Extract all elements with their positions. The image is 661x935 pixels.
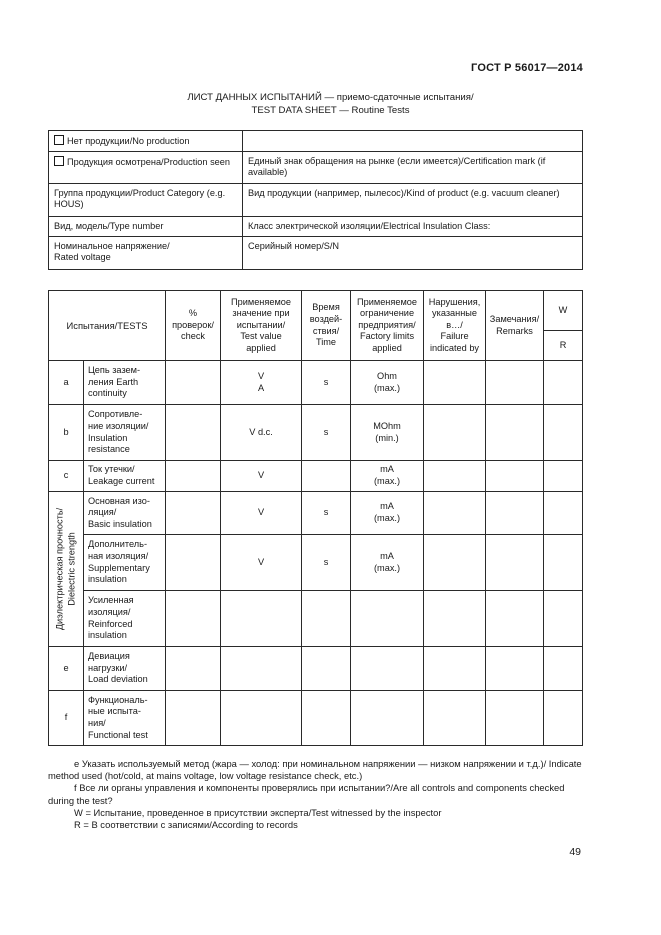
empty-cell [243,131,583,152]
row-percent-cell[interactable] [166,461,221,492]
dielectric-label-en: Dielectric strength [66,532,76,606]
table-row [49,647,583,691]
table-row [49,361,583,405]
row-remarks-cell[interactable] [486,647,544,691]
standard-header: ГОСТ Р 56017—2014 [471,62,583,74]
rated-voltage-ru: Номинальное напряжение/ [54,240,170,251]
rated-voltage-en: Rated voltage [54,252,111,263]
row-percent-cell[interactable] [166,361,221,405]
row-wr-cell[interactable] [544,492,583,535]
row-failure-cell[interactable] [424,535,486,591]
dielectric-label-ru: Диэлектрическая прочность/ [54,507,65,631]
row-percent-cell[interactable] [166,492,221,535]
row-test-name: Девиация нагрузки/ Load deviation [84,647,166,691]
table-row [49,535,583,591]
footnotes [48,758,582,831]
footnote-r: R = В соответствии с записями/According to records [74,819,298,831]
row-test-name: Ток утечки/ Leakage current [84,461,166,492]
table-row [49,461,583,492]
footnote-f: f Все ли органы управления и компоненты проверялись при испытании?/Are all controls and components checked during the test? [48,782,565,806]
row-letter: b [49,405,84,461]
sheet-title [0,92,661,117]
row-factory-limits: MOhm (min.) [351,405,424,461]
kind-of-product-field: Вид продукции (например, пылесос)/Kind of product (e.g. vacuum cleaner) [243,183,583,216]
serial-number-field: Серийный номер/S/N [243,236,583,269]
row-remarks-cell[interactable] [486,361,544,405]
header-tests: Испытания/TESTS [49,291,166,361]
row-test-name: Усиленная изоляция/ Reinforced insulation [84,591,166,647]
row-test-value: V A [221,361,302,405]
row-failure-cell[interactable] [424,361,486,405]
row-test-value: V [221,535,302,591]
dielectric-strength-label [49,492,84,647]
row-test-name: Функциональ- ные испыта- ния/ Functional test [84,691,166,746]
row-factory-limits[interactable] [351,591,424,647]
sheet-title-ru: ЛИСТ ДАННЫХ ИСПЫТАНИЙ — приемо-сдаточные испытания/ [187,92,474,103]
row-remarks-cell[interactable] [486,691,544,746]
row-letter: f [49,691,84,746]
row-time: s [302,535,351,591]
header-test-value: Применяемое значение при испытании/ Test value applied [221,291,302,361]
certification-mark-field: Единый знак обращения на рынке (если имеется)/Certification mark (if available) [243,151,583,183]
row-percent-cell[interactable] [166,647,221,691]
insulation-class-field: Класс электрической изоляции/Electrical Insulation Class: [243,216,583,236]
row-factory-limits[interactable] [351,647,424,691]
product-seen-label: Продукция осмотрена/Production seen [67,156,231,167]
footnote-e: е Указать используемый метод (жара — холод: при номинальном напряжении — низком напряжении и т.д.)/ Indicate method used (hot/cold, at mains voltage, low voltage resistance check, etc.) [48,758,582,782]
row-test-value: V [221,492,302,535]
row-failure-cell[interactable] [424,405,486,461]
row-failure-cell[interactable] [424,492,486,535]
row-time: s [302,405,351,461]
row-failure-cell[interactable] [424,691,486,746]
product-seen-checkbox[interactable] [54,156,64,166]
no-production-cell [49,131,243,152]
tests-table [48,290,583,746]
row-remarks-cell[interactable] [486,591,544,647]
row-letter: e [49,647,84,691]
row-remarks-cell[interactable] [486,492,544,535]
table-row [49,405,583,461]
row-time[interactable] [302,647,351,691]
header-remarks: Замечания/ Remarks [486,291,544,361]
header-failure: Нарушения, указанные в…/ Failure indicated by [424,291,486,361]
row-wr-cell[interactable] [544,461,583,492]
sheet-title-en: TEST DATA SHEET — Routine Tests [251,104,410,116]
row-time: s [302,492,351,535]
row-factory-limits: Ohm (max.) [351,361,424,405]
page-number: 49 [569,846,581,858]
row-test-name: Сопротивле- ние изоляции/ Insulation resistance [84,405,166,461]
row-wr-cell[interactable] [544,591,583,647]
row-wr-cell[interactable] [544,361,583,405]
header-percent-check: % проверок/ check [166,291,221,361]
row-remarks-cell[interactable] [486,405,544,461]
row-test-value[interactable] [221,691,302,746]
table-row [49,492,583,535]
row-remarks-cell[interactable] [486,535,544,591]
row-failure-cell[interactable] [424,461,486,492]
row-wr-cell[interactable] [544,647,583,691]
row-test-name: Основная изо- ляция/ Basic insulation [84,492,166,535]
product-category-field: Группа продукции/Product Category (e.g. HOUS) [49,183,243,216]
row-wr-cell[interactable] [544,405,583,461]
row-remarks-cell[interactable] [486,461,544,492]
row-percent-cell[interactable] [166,535,221,591]
type-number-field: Вид, модель/Type number [49,216,243,236]
row-factory-limits: mA (max.) [351,492,424,535]
row-test-name: Дополнитель- ная изоляция/ Supplementary insulation [84,535,166,591]
product-info-table [48,130,583,270]
row-test-name: Цепь зазем- ления Earth continuity [84,361,166,405]
row-test-value[interactable] [221,647,302,691]
row-factory-limits: mA (max.) [351,535,424,591]
row-test-value: V [221,461,302,492]
header-r: R [544,331,583,361]
row-factory-limits: mA (max.) [351,461,424,492]
no-production-label: Нет продукции/No production [67,136,190,146]
no-production-checkbox[interactable] [54,135,64,145]
row-wr-cell[interactable] [544,535,583,591]
row-test-value: V d.c. [221,405,302,461]
row-failure-cell[interactable] [424,647,486,691]
header-w: W [544,291,583,331]
row-time: s [302,361,351,405]
row-percent-cell[interactable] [166,405,221,461]
footnote-w: W = Испытание, проведенное в присутствии эксперта/Test witnessed by the inspector [74,806,442,818]
table-row [49,591,583,647]
header-time: Время воздей- ствия/ Time [302,291,351,361]
row-factory-limits[interactable] [351,691,424,746]
row-percent-cell[interactable] [166,691,221,746]
row-percent-cell[interactable] [166,591,221,647]
header-factory-limits: Применяемое ограничение предприятия/ Factory limits applied [351,291,424,361]
row-test-value[interactable] [221,591,302,647]
row-time[interactable] [302,691,351,746]
table-row [49,691,583,746]
row-wr-cell[interactable] [544,691,583,746]
row-letter: a [49,361,84,405]
rated-voltage-field [49,236,243,269]
row-letter: c [49,461,84,492]
row-failure-cell[interactable] [424,591,486,647]
row-time[interactable] [302,591,351,647]
row-time [302,461,351,492]
product-seen-cell [49,151,243,183]
